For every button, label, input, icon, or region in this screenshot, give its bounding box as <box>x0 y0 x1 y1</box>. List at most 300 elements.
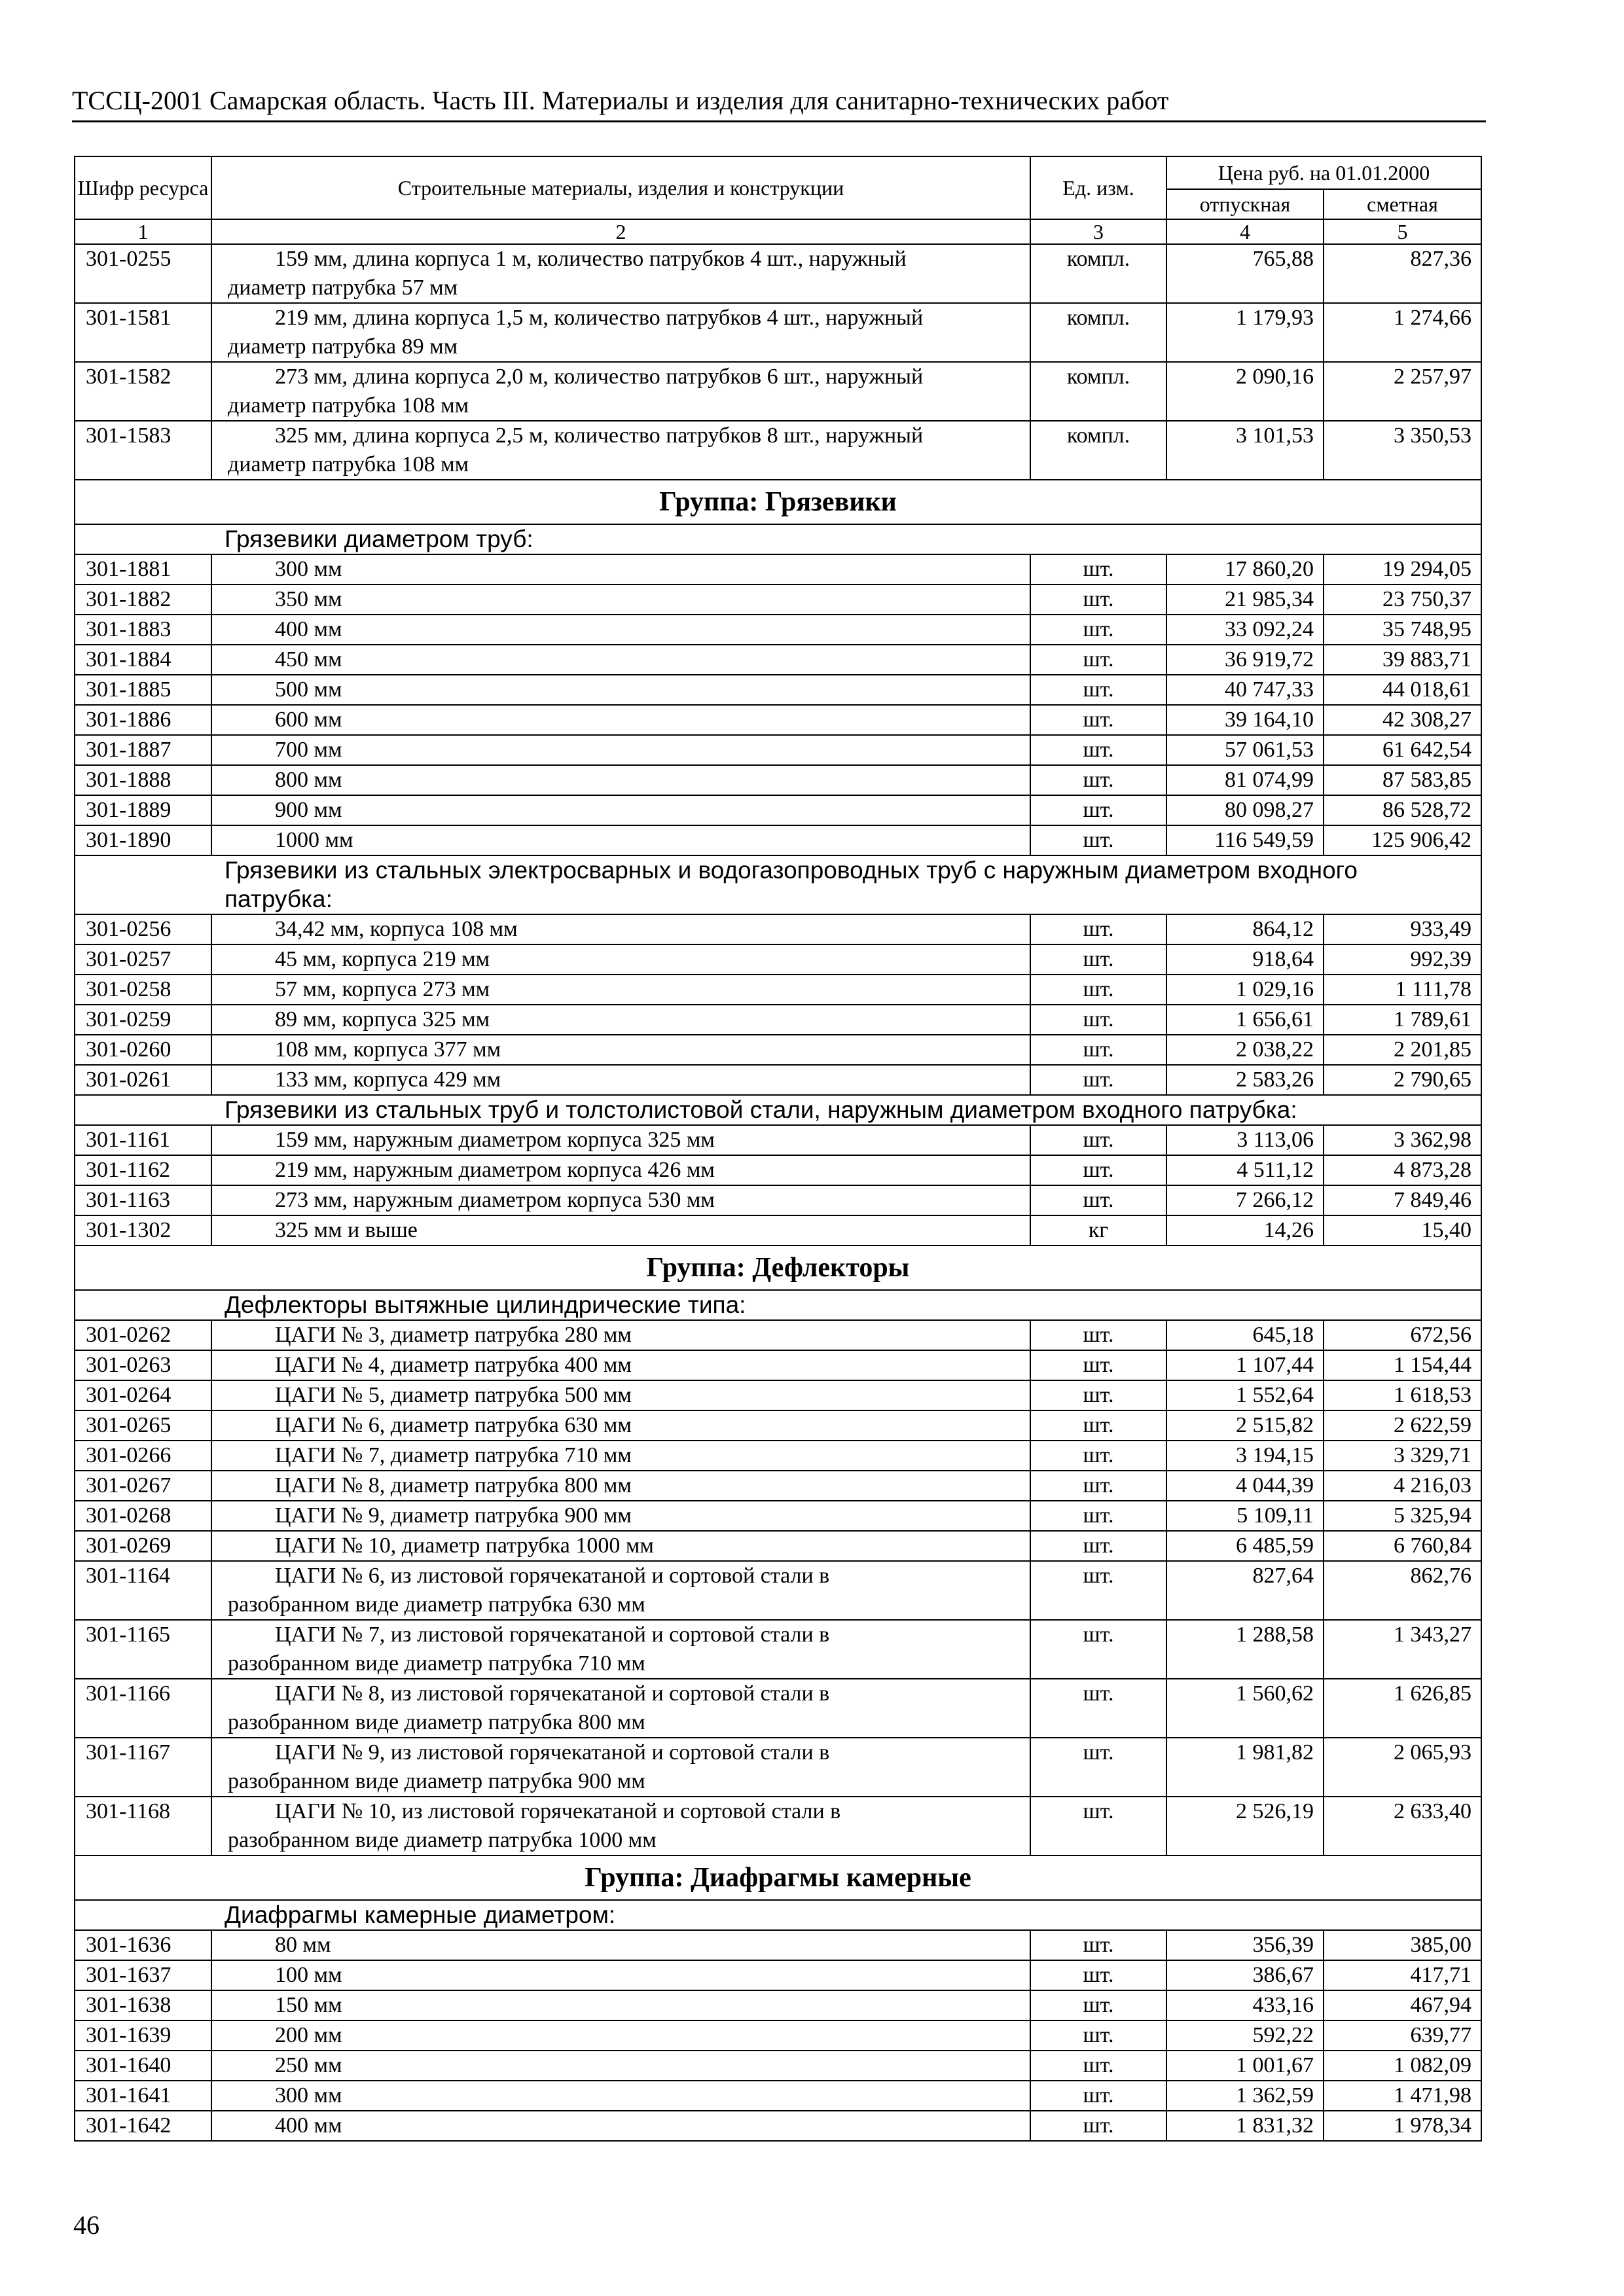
price-release: 2 038,22 <box>1166 1035 1324 1065</box>
resource-code: 301-1583 <box>75 421 211 480</box>
resource-code: 301-0262 <box>75 1320 211 1350</box>
header-rule <box>72 120 1486 122</box>
table-row <box>75 2051 1481 2081</box>
table-row <box>75 1065 1481 1095</box>
col-header-unit: Ед. изм. <box>1030 156 1166 219</box>
unit: шт. <box>1030 2051 1166 2081</box>
table-row <box>75 1155 1481 1185</box>
price-estimate: 1 343,27 <box>1324 1620 1481 1679</box>
material-name-cell <box>211 2051 1030 2081</box>
price-release: 918,64 <box>1166 944 1324 975</box>
price-release: 1 107,44 <box>1166 1350 1324 1380</box>
resource-code: 301-1888 <box>75 765 211 795</box>
table-row <box>75 554 1481 584</box>
price-release: 1 288,58 <box>1166 1620 1324 1679</box>
price-release: 21 985,34 <box>1166 584 1324 615</box>
table-row <box>75 615 1481 645</box>
unit: шт. <box>1030 1125 1166 1155</box>
material-name: 700 мм <box>275 738 342 762</box>
material-name-cell <box>211 1350 1030 1380</box>
material-name-cell <box>211 675 1030 705</box>
price-release: 1 029,16 <box>1166 975 1324 1005</box>
material-name-cell <box>211 825 1030 855</box>
unit: компл. <box>1030 244 1166 303</box>
table-row <box>75 1125 1481 1155</box>
subgroup-heading: Грязевики из стальных электросварных и водогазопроводных труб с наружным диаметром входного патрубка: <box>75 855 1481 914</box>
price-table-container <box>74 156 1481 2142</box>
price-release: 827,64 <box>1166 1561 1324 1620</box>
table-row <box>75 1960 1481 1990</box>
subgroup-heading: Грязевики из стальных труб и толстолистовой стали, наружным диаметром входного патрубка: <box>75 1095 1481 1125</box>
material-name-continued: разобранном виде диаметр патрубка 800 мм <box>228 1710 645 1734</box>
col-header-price-release: отпускная <box>1166 189 1324 219</box>
price-release: 356,39 <box>1166 1930 1324 1960</box>
price-estimate: 1 626,85 <box>1324 1679 1481 1738</box>
material-name-cell <box>211 1215 1030 1246</box>
material-name: 325 мм и выше <box>275 1218 418 1242</box>
subgroup-heading-row <box>75 1095 1481 1125</box>
resource-code: 301-0264 <box>75 1380 211 1410</box>
table-row <box>75 944 1481 975</box>
material-name: 273 мм, длина корпуса 2,0 м, количество патрубков 6 шт., наружный <box>275 365 924 389</box>
price-release: 2 526,19 <box>1166 1797 1324 1856</box>
table-row <box>75 584 1481 615</box>
resource-code: 301-1162 <box>75 1155 211 1185</box>
col-header-price-estimate: сметная <box>1324 189 1481 219</box>
material-name-cell <box>211 1441 1030 1471</box>
price-release: 1 179,93 <box>1166 303 1324 362</box>
material-name: ЦАГИ № 9, из листовой горячекатаной и сортовой стали в <box>275 1740 830 1765</box>
table-row <box>75 1930 1481 1960</box>
material-name-cell <box>211 1990 1030 2020</box>
resource-code: 301-0268 <box>75 1501 211 1531</box>
price-release: 2 583,26 <box>1166 1065 1324 1095</box>
table-row <box>75 2020 1481 2051</box>
price-estimate: 2 790,65 <box>1324 1065 1481 1095</box>
price-estimate: 992,39 <box>1324 944 1481 975</box>
price-release: 57 061,53 <box>1166 735 1324 765</box>
material-name: 250 мм <box>275 2053 342 2077</box>
column-number: 3 <box>1030 219 1166 244</box>
unit: шт. <box>1030 1185 1166 1215</box>
price-estimate: 3 329,71 <box>1324 1441 1481 1471</box>
price-release: 6 485,59 <box>1166 1531 1324 1561</box>
column-number: 4 <box>1166 219 1324 244</box>
resource-code: 301-1884 <box>75 645 211 675</box>
table-row <box>75 1441 1481 1471</box>
price-release: 14,26 <box>1166 1215 1324 1246</box>
subgroup-heading: Грязевики диаметром труб: <box>75 524 1481 554</box>
material-name-cell <box>211 1065 1030 1095</box>
unit: шт. <box>1030 1531 1166 1561</box>
resource-code: 301-1637 <box>75 1960 211 1990</box>
price-estimate: 2 622,59 <box>1324 1410 1481 1441</box>
table-row <box>75 1410 1481 1441</box>
resource-code: 301-0266 <box>75 1441 211 1471</box>
subgroup-heading-row <box>75 524 1481 554</box>
price-table <box>74 156 1482 2142</box>
running-header: ТССЦ-2001 Самарская область. Часть III. Материалы и изделия для санитарно-технических работ <box>72 86 1169 115</box>
unit: шт. <box>1030 1005 1166 1035</box>
material-name: ЦАГИ № 10, диаметр патрубка 1000 мм <box>275 1534 654 1558</box>
unit: шт. <box>1030 795 1166 825</box>
material-name-cell <box>211 1930 1030 1960</box>
material-name: 800 мм <box>275 768 342 792</box>
table-row <box>75 1501 1481 1531</box>
price-estimate: 19 294,05 <box>1324 554 1481 584</box>
material-name-cell <box>211 1471 1030 1501</box>
price-release: 1 981,82 <box>1166 1738 1324 1797</box>
resource-code: 301-0256 <box>75 914 211 944</box>
material-name-cell <box>211 1679 1030 1738</box>
material-name-cell <box>211 735 1030 765</box>
price-release: 5 109,11 <box>1166 1501 1324 1531</box>
material-name: 45 мм, корпуса 219 мм <box>275 947 490 971</box>
material-name-cell <box>211 975 1030 1005</box>
material-name-cell <box>211 554 1030 584</box>
material-name: 108 мм, корпуса 377 мм <box>275 1037 501 1062</box>
material-name-cell <box>211 765 1030 795</box>
price-release: 3 113,06 <box>1166 1125 1324 1155</box>
table-row <box>75 2111 1481 2141</box>
table-row <box>75 735 1481 765</box>
unit: шт. <box>1030 1320 1166 1350</box>
material-name-continued: разобранном виде диаметр патрубка 710 мм <box>228 1651 645 1676</box>
price-release: 1 656,61 <box>1166 1005 1324 1035</box>
resource-code: 301-0257 <box>75 944 211 975</box>
price-estimate: 7 849,46 <box>1324 1185 1481 1215</box>
table-row <box>75 1990 1481 2020</box>
price-estimate: 2 201,85 <box>1324 1035 1481 1065</box>
material-name-cell <box>211 615 1030 645</box>
table-row <box>75 675 1481 705</box>
material-name: 57 мм, корпуса 273 мм <box>275 977 490 1001</box>
unit: шт. <box>1030 645 1166 675</box>
price-estimate: 1 111,78 <box>1324 975 1481 1005</box>
material-name-continued: диаметр патрубка 108 мм <box>228 393 469 418</box>
price-estimate: 87 583,85 <box>1324 765 1481 795</box>
unit: шт. <box>1030 975 1166 1005</box>
price-estimate: 827,36 <box>1324 244 1481 303</box>
subgroup-heading-row <box>75 1290 1481 1320</box>
price-estimate: 86 528,72 <box>1324 795 1481 825</box>
material-name: 1000 мм <box>275 828 353 852</box>
price-release: 3 101,53 <box>1166 421 1324 480</box>
price-release: 645,18 <box>1166 1320 1324 1350</box>
material-name: 350 мм <box>275 587 342 611</box>
unit: шт. <box>1030 2111 1166 2141</box>
material-name-cell <box>211 1005 1030 1035</box>
price-estimate: 385,00 <box>1324 1930 1481 1960</box>
column-number-row <box>75 219 1481 244</box>
price-estimate: 1 618,53 <box>1324 1380 1481 1410</box>
price-estimate: 2 257,97 <box>1324 362 1481 421</box>
resource-code: 301-1882 <box>75 584 211 615</box>
table-row <box>75 1215 1481 1246</box>
price-estimate: 3 350,53 <box>1324 421 1481 480</box>
price-estimate: 1 154,44 <box>1324 1350 1481 1380</box>
price-estimate: 4 873,28 <box>1324 1155 1481 1185</box>
resource-code: 301-1640 <box>75 2051 211 2081</box>
column-number: 1 <box>75 219 211 244</box>
price-release: 116 549,59 <box>1166 825 1324 855</box>
resource-code: 301-1641 <box>75 2081 211 2111</box>
resource-code: 301-0265 <box>75 1410 211 1441</box>
group-heading: Группа: Дефлекторы <box>75 1246 1481 1290</box>
resource-code: 301-0261 <box>75 1065 211 1095</box>
table-row <box>75 825 1481 855</box>
unit: шт. <box>1030 1738 1166 1797</box>
price-estimate: 1 789,61 <box>1324 1005 1481 1035</box>
price-release: 33 092,24 <box>1166 615 1324 645</box>
unit: кг <box>1030 1215 1166 1246</box>
material-name-cell <box>211 1960 1030 1990</box>
material-name: 450 мм <box>275 647 342 672</box>
resource-code: 301-1881 <box>75 554 211 584</box>
price-release: 1 001,67 <box>1166 2051 1324 2081</box>
price-release: 592,22 <box>1166 2020 1324 2051</box>
unit: шт. <box>1030 705 1166 735</box>
table-row <box>75 1320 1481 1350</box>
price-release: 2 515,82 <box>1166 1410 1324 1441</box>
resource-code: 301-1638 <box>75 1990 211 2020</box>
material-name: 200 мм <box>275 2023 342 2047</box>
table-row <box>75 975 1481 1005</box>
subgroup-heading-row <box>75 1900 1481 1930</box>
price-release: 39 164,10 <box>1166 705 1324 735</box>
table-row <box>75 795 1481 825</box>
price-release: 1 560,62 <box>1166 1679 1324 1738</box>
resource-code: 301-0255 <box>75 244 211 303</box>
price-estimate: 1 082,09 <box>1324 2051 1481 2081</box>
price-estimate: 1 471,98 <box>1324 2081 1481 2111</box>
material-name: ЦАГИ № 6, из листовой горячекатаной и сортовой стали в <box>275 1564 830 1588</box>
resource-code: 301-1636 <box>75 1930 211 1960</box>
resource-code: 301-1302 <box>75 1215 211 1246</box>
price-estimate: 639,77 <box>1324 2020 1481 2051</box>
material-name: 500 мм <box>275 677 342 702</box>
column-number: 5 <box>1324 219 1481 244</box>
material-name: 133 мм, корпуса 429 мм <box>275 1067 501 1092</box>
unit: шт. <box>1030 825 1166 855</box>
material-name: 273 мм, наружным диаметром корпуса 530 мм <box>275 1188 715 1212</box>
unit: шт. <box>1030 675 1166 705</box>
price-release: 36 919,72 <box>1166 645 1324 675</box>
material-name-cell <box>211 1125 1030 1155</box>
price-estimate: 39 883,71 <box>1324 645 1481 675</box>
material-name: 219 мм, длина корпуса 1,5 м, количество патрубков 4 шт., наружный <box>275 306 924 330</box>
price-release: 81 074,99 <box>1166 765 1324 795</box>
material-name-cell <box>211 1155 1030 1185</box>
price-estimate: 23 750,37 <box>1324 584 1481 615</box>
unit: компл. <box>1030 421 1166 480</box>
material-name-continued: диаметр патрубка 89 мм <box>228 334 458 359</box>
price-estimate: 5 325,94 <box>1324 1501 1481 1531</box>
material-name-cell <box>211 362 1030 421</box>
unit: шт. <box>1030 1410 1166 1441</box>
price-estimate: 1 978,34 <box>1324 2111 1481 2141</box>
price-estimate: 35 748,95 <box>1324 615 1481 645</box>
table-body <box>75 244 1481 2141</box>
unit: шт. <box>1030 1960 1166 1990</box>
material-name: 34,42 мм, корпуса 108 мм <box>275 917 518 941</box>
unit: шт. <box>1030 944 1166 975</box>
resource-code: 301-1639 <box>75 2020 211 2051</box>
material-name: 159 мм, наружным диаметром корпуса 325 мм <box>275 1128 715 1152</box>
price-release: 7 266,12 <box>1166 1185 1324 1215</box>
price-estimate: 125 906,42 <box>1324 825 1481 855</box>
column-number: 2 <box>211 219 1030 244</box>
material-name-cell <box>211 2020 1030 2051</box>
material-name-cell <box>211 1738 1030 1797</box>
resource-code: 301-1165 <box>75 1620 211 1679</box>
material-name: 900 мм <box>275 798 342 822</box>
material-name-cell <box>211 1320 1030 1350</box>
resource-code: 301-1887 <box>75 735 211 765</box>
group-heading-row <box>75 1856 1481 1900</box>
material-name: 89 мм, корпуса 325 мм <box>275 1007 490 1031</box>
table-row <box>75 1620 1481 1679</box>
table-row <box>75 1005 1481 1035</box>
material-name: 300 мм <box>275 557 342 581</box>
material-name: ЦАГИ № 9, диаметр патрубка 900 мм <box>275 1503 632 1528</box>
material-name-cell <box>211 1531 1030 1561</box>
unit: шт. <box>1030 1471 1166 1501</box>
material-name: ЦАГИ № 3, диаметр патрубка 280 мм <box>275 1323 632 1347</box>
material-name: 159 мм, длина корпуса 1 м, количество патрубков 4 шт., наружный <box>275 247 907 271</box>
material-name-cell <box>211 303 1030 362</box>
resource-code: 301-0263 <box>75 1350 211 1380</box>
price-release: 765,88 <box>1166 244 1324 303</box>
unit: шт. <box>1030 1035 1166 1065</box>
resource-code: 301-1582 <box>75 362 211 421</box>
unit: компл. <box>1030 303 1166 362</box>
table-row <box>75 421 1481 480</box>
unit: шт. <box>1030 1990 1166 2020</box>
unit: шт. <box>1030 1380 1166 1410</box>
material-name-continued: разобранном виде диаметр патрубка 900 мм <box>228 1769 645 1793</box>
unit: шт. <box>1030 1679 1166 1738</box>
unit: шт. <box>1030 765 1166 795</box>
table-row <box>75 244 1481 303</box>
unit: шт. <box>1030 1441 1166 1471</box>
material-name-cell <box>211 421 1030 480</box>
material-name: 80 мм <box>275 1933 331 1957</box>
table-row <box>75 1350 1481 1380</box>
unit: шт. <box>1030 1350 1166 1380</box>
material-name: 100 мм <box>275 1963 342 1987</box>
material-name-cell <box>211 1410 1030 1441</box>
material-name: ЦАГИ № 6, диаметр патрубка 630 мм <box>275 1413 632 1437</box>
price-release: 1 831,32 <box>1166 2111 1324 2141</box>
table-row <box>75 1531 1481 1561</box>
material-name-cell <box>211 795 1030 825</box>
resource-code: 301-1164 <box>75 1561 211 1620</box>
resource-code: 301-1642 <box>75 2111 211 2141</box>
resource-code: 301-1168 <box>75 1797 211 1856</box>
table-row <box>75 645 1481 675</box>
resource-code: 301-1161 <box>75 1125 211 1155</box>
material-name: 600 мм <box>275 708 342 732</box>
unit: компл. <box>1030 362 1166 421</box>
material-name-cell <box>211 705 1030 735</box>
resource-code: 301-1166 <box>75 1679 211 1738</box>
resource-code: 301-1167 <box>75 1738 211 1797</box>
material-name-cell <box>211 914 1030 944</box>
resource-code: 301-1886 <box>75 705 211 735</box>
material-name-cell <box>211 944 1030 975</box>
price-estimate: 862,76 <box>1324 1561 1481 1620</box>
col-header-name: Строительные материалы, изделия и конструкции <box>211 156 1030 219</box>
material-name-cell <box>211 1561 1030 1620</box>
resource-code: 301-0258 <box>75 975 211 1005</box>
material-name-cell <box>211 244 1030 303</box>
material-name: 400 мм <box>275 2113 342 2138</box>
material-name-cell <box>211 1501 1030 1531</box>
group-heading: Группа: Диафрагмы камерные <box>75 1856 1481 1900</box>
price-estimate: 6 760,84 <box>1324 1531 1481 1561</box>
material-name: ЦАГИ № 7, из листовой горячекатаной и сортовой стали в <box>275 1623 830 1647</box>
price-estimate: 42 308,27 <box>1324 705 1481 735</box>
unit: шт. <box>1030 615 1166 645</box>
subgroup-heading-row <box>75 855 1481 914</box>
unit: шт. <box>1030 1930 1166 1960</box>
price-release: 80 098,27 <box>1166 795 1324 825</box>
resource-code: 301-0267 <box>75 1471 211 1501</box>
material-name-continued: разобранном виде диаметр патрубка 1000 мм <box>228 1828 657 1852</box>
col-header-price-group: Цена руб. на 01.01.2000 <box>1166 156 1481 189</box>
table-row <box>75 1561 1481 1620</box>
group-heading-row <box>75 480 1481 524</box>
price-release: 40 747,33 <box>1166 675 1324 705</box>
unit: шт. <box>1030 584 1166 615</box>
table-row <box>75 362 1481 421</box>
unit: шт. <box>1030 2081 1166 2111</box>
price-release: 2 090,16 <box>1166 362 1324 421</box>
material-name-cell <box>211 1035 1030 1065</box>
unit: шт. <box>1030 554 1166 584</box>
price-release: 386,67 <box>1166 1960 1324 1990</box>
subgroup-heading: Диафрагмы камерные диаметром: <box>75 1900 1481 1930</box>
resource-code: 301-0269 <box>75 1531 211 1561</box>
table-row <box>75 1679 1481 1738</box>
price-estimate: 4 216,03 <box>1324 1471 1481 1501</box>
resource-code: 301-1885 <box>75 675 211 705</box>
table-row <box>75 1380 1481 1410</box>
price-estimate: 2 065,93 <box>1324 1738 1481 1797</box>
material-name: ЦАГИ № 7, диаметр патрубка 710 мм <box>275 1443 632 1467</box>
material-name-cell <box>211 1620 1030 1679</box>
material-name: ЦАГИ № 5, диаметр патрубка 500 мм <box>275 1383 632 1407</box>
price-estimate: 44 018,61 <box>1324 675 1481 705</box>
unit: шт. <box>1030 1065 1166 1095</box>
unit: шт. <box>1030 1797 1166 1856</box>
table-row <box>75 2081 1481 2111</box>
material-name-cell <box>211 2081 1030 2111</box>
resource-code: 301-1163 <box>75 1185 211 1215</box>
unit: шт. <box>1030 2020 1166 2051</box>
material-name-continued: диаметр патрубка 108 мм <box>228 452 469 476</box>
material-name-cell <box>211 2111 1030 2141</box>
material-name: 325 мм, длина корпуса 2,5 м, количество патрубков 8 шт., наружный <box>275 423 924 448</box>
table-row <box>75 1471 1481 1501</box>
unit: шт. <box>1030 1620 1166 1679</box>
material-name: ЦАГИ № 8, диаметр патрубка 800 мм <box>275 1473 632 1498</box>
group-heading-row <box>75 1246 1481 1290</box>
price-estimate: 2 633,40 <box>1324 1797 1481 1856</box>
unit: шт. <box>1030 1155 1166 1185</box>
material-name: 400 мм <box>275 617 342 641</box>
